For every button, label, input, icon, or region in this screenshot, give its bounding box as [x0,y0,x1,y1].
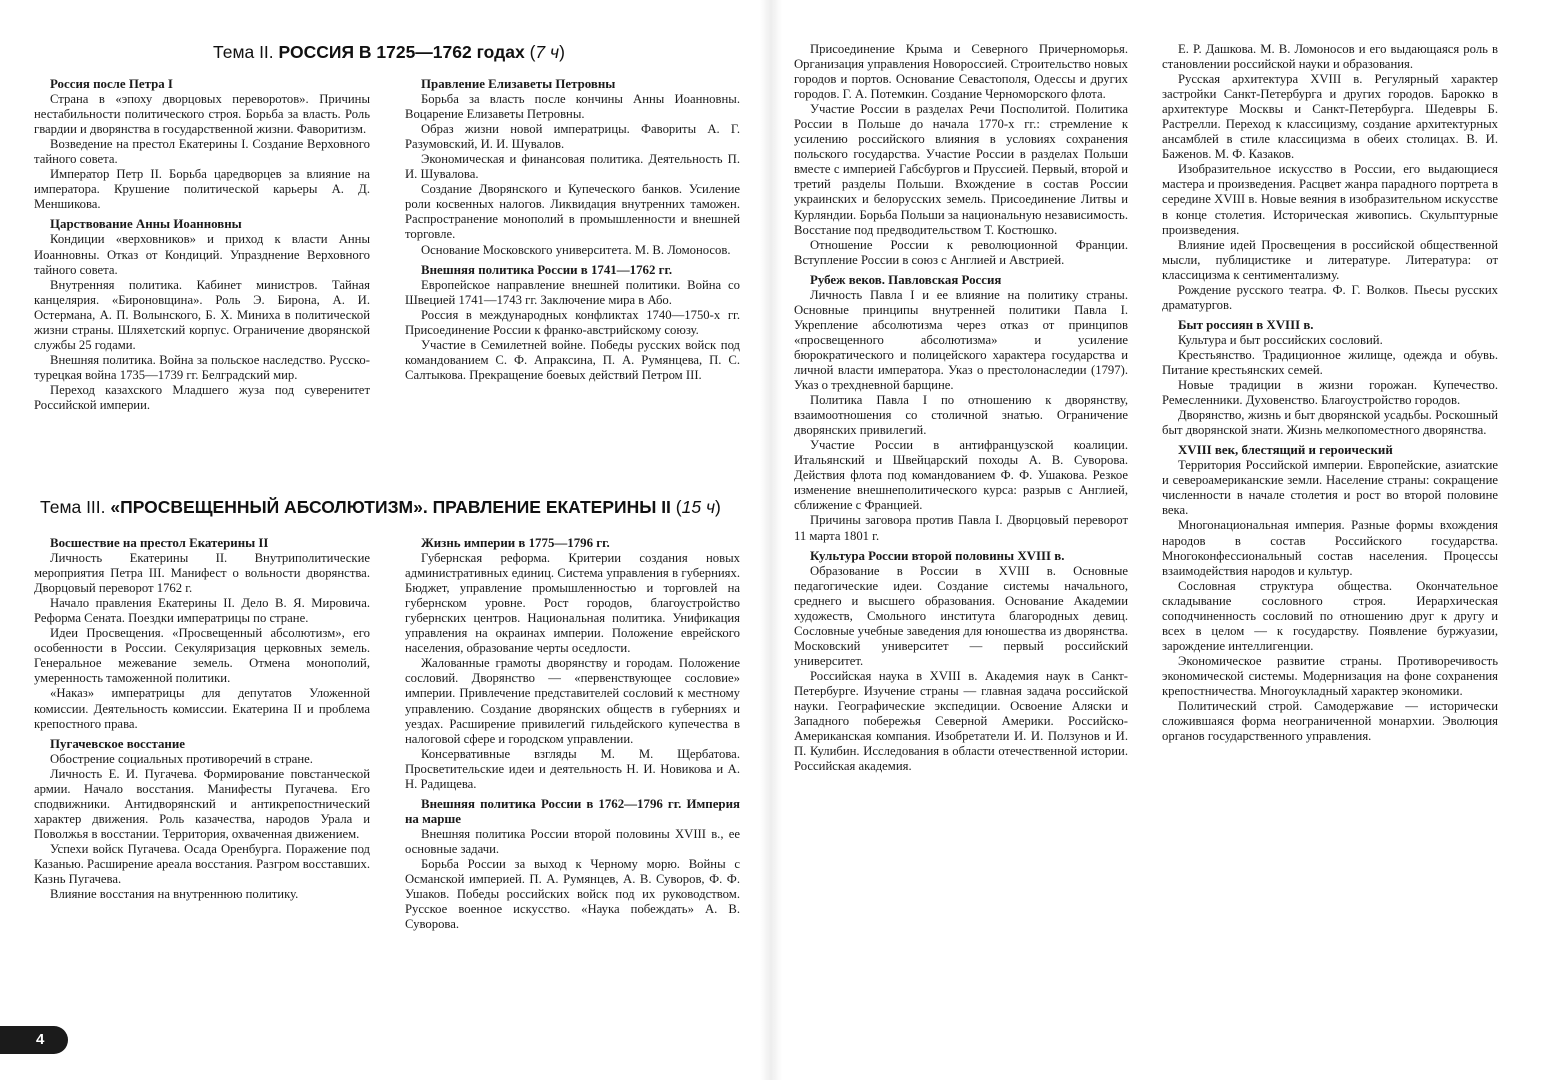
paragraph: Возведение на престол Екатерины I. Создание Верховного тайного совета. [34,137,370,167]
paragraph: Участие России в разделах Речи Посполитой. Политика России в Польше до начала 1770-х гг.: стремление к усилению российского влияния в условиях сохранения польского государства. Участие России в разделах Польши вместе с империей Габсбургов и Пруссией. Первый, второй и третий разделы Польши. Вхождение в состав России украинских и белорусских земель. Присоединение Литвы и Курляндии. Борьба Польши за национальную независимость. Восстание под предводительством Т. Костюшко. [794,102,1128,237]
paragraph: Создание Дворянского и Купеческого банков. Усиление роли косвенных налогов. Ликвидация внутренних таможен. Распространение монополий в промышленности и внешней торговле. [405,182,740,242]
paragraph: Отношение России к революционной Франции. Вступление России в союз с Англией и Австрией. [794,237,1128,267]
theme3-label: Тема III. [40,497,106,517]
paragraph: Политический строй. Самодержавие — исторически сложившаяся форма неограниченной монархии. Эволюция органов государственного управления. [1162,699,1498,744]
paragraph: Консервативные взгляды М. М. Щербатова. Просветительские идеи и деятельность Н. И. Новикова и А. Н. Радищева. [405,746,740,791]
col6 [1162,42,1498,912]
paragraph: Образование в России в XVIII в. Основные педагогические идеи. Создание системы начального, среднего и высшего образования. Основание Академии художеств, Смольного института благородных девиц. Сословные учебные заведения для юношества из дворянства. Московский университет — первый российский университет. [794,563,1128,668]
paragraph: Территория Российской империи. Европейские, азиатские и североамериканские земли. Население страны: сокращение численности в начале столетия и рост во второй половине века. [1162,458,1498,518]
paragraph: Успехи войск Пугачева. Осада Оренбурга. Поражение под Казанью. Расширение ареала восстания. Разгром восставших. Казнь Пугачева. [34,841,370,887]
paragraph: Внешняя политика России второй половины XVIII в., ее основные задачи. [405,826,740,856]
paragraph: Влияние восстания на внутреннюю политику. [50,887,299,902]
theme2-hours: 7 ч [535,42,560,62]
paragraph: Присоединение Крыма и Северного Причерноморья. Организация управления Новороссией. Строительство новых городов и портов. Основание Севастополя, Одессы и других городов. Г. А. Потемкин. Создание Черноморского флота. [794,42,1128,102]
paragraph: Российская наука в XVIII в. Академия наук в Санкт-Петербурге. Изучение страны — главная задача российской науки. Географические экспедиции. Освоение Аляски и Западного побережья Северной Америки. Российско-Американская компания. Изобретатели И. И. Ползунов и И. П. Кулибин. Исследования в области отечественной истории. Российская академия. [794,668,1128,774]
paragraph: Обострение социальных противоречий в стране. [50,751,313,766]
paragraph: Россия в международных конфликтах 1740—1750-х гг. Присоединение России к франко-австрийскому союзу. [405,307,740,337]
col1 [34,77,370,472]
theme2-name: РОССИЯ В 1725—1762 годах [278,42,525,62]
paragraph: Участие в Семилетней войне. Победы русских войск под командованием С. Ф. Апраксина, П. А. Румянцева, П. С. Салтыкова. Прекращение боевых действий Петром III. [405,337,740,382]
theme3-hours: 15 ч [681,497,716,517]
paragraph: Образ жизни новой императрицы. Фавориты А. Г. Разумовский, И. И. Шувалов. [405,122,740,152]
paragraph: Причины заговора против Павла I. Дворцовый переворот 11 марта 1801 г. [794,513,1128,543]
paragraph: Европейское направление внешней политики. Война со Швецией 1741—1743 гг. Заключение мира в Або. [405,277,740,307]
section-heading: Внешняя политика России в 1741—1762 гг. [421,262,673,277]
paragraph: Русская архитектура XVIII в. Регулярный характер застройки Санкт-Петербурга и других городов. Барокко в архитектуре Москвы и Санкт-Петербурга. Шедевры Б. Растрелли. Переход к классицизму, создание архитектурных ансамблей в стиле классицизма в обеих столицах. В. И. Баженов. М. Ф. Казаков. [1162,72,1498,162]
section-heading: Внешняя политика России в 1762—1796 гг. Империя на марше [405,796,740,826]
paragraph: Начало правления Екатерины II. Дело В. Я. Мировича. Реформа Сената. Поездки императрицы по стране. [34,596,370,626]
theme3-title [40,497,721,517]
section-heading: Жизнь империи в 1775—1796 гг. [421,536,610,550]
col3 [34,536,370,1016]
paragraph: Участие России в антифранцузской коалиции. Итальянский и Швейцарский походы А. В. Суворова. Действия флота под командованием Ф. Ф. Ушакова. Резкое изменение внешнеполитического курса: разрыв с Англией, сближение с Францией. [794,438,1128,513]
section-heading: Восшествие на престол Екатерины II [50,536,269,550]
section-heading: Россия после Петра I [50,77,173,91]
paragraph: Жалованные грамоты дворянству и городам. Положение сословий. Дворянство — «первенствующее сословие» империи. Привлечение представителей сословий к местному управлению. Создание дворянских обществ в губерниях и уездах. Расширение привилегий гильдейского купечества в налоговой сфере и городском управлении. [405,656,740,746]
gutter-shadow [760,0,782,1080]
paragraph: Кондиции «верховников» и приход к власти Анны Иоанновны. Отказ от Кондиций. Упразднение Верховного тайного совета. [34,232,370,277]
page-number: 4 [36,1031,45,1048]
paragraph: «Наказ» императрицы для депутатов Уложенной комиссии. Деятельность комиссии. Екатерина II и проблема крепостного права. [34,686,370,731]
paragraph: Новые традиции в жизни горожан. Купечество. Ремесленники. Духовенство. Благоустройство городов. [1162,378,1498,408]
paragraph: Влияние идей Просвещения в российской общественной мысли, публицистике и литературе. Литература: от классицизма к сентиментализму. [1162,237,1498,282]
paragraph: Внешняя политика. Война за польское наследство. Русско-турецкая война 1735—1739 гг. Белградский мир. [34,352,370,382]
theme3-hours-wrap: (15 ч) [675,497,721,517]
paragraph: Борьба России за выход к Черному морю. Войны с Османской империей. П. А. Румянцев, А. В. Суворов, Ф. Ф. Ушаков. Победы российских войск под их руководством. Русское военное искусство. «Наука побеждать» А. В. Суворова. [405,856,740,932]
section-heading: Пугачевское восстание [50,736,186,751]
paragraph: Экономическое развитие страны. Противоречивость экономической системы. Модернизация на фоне сохранения крепостничества. Многоукладный характер экономики. [1162,653,1498,698]
section-heading: Культура России второй половины XVIII в. [810,548,1065,563]
paragraph: Личность Екатерины II. Внутриполитические мероприятия Петра III. Манифест о вольности дворянства. Дворцовый переворот 1762 г. [34,551,370,596]
paragraph: Основание Московского университета. М. В. Ломоносов. [421,242,731,257]
paragraph: Император Петр II. Борьба царедворцев за влияние на императора. Крушение политической карьеры А. Д. Меншикова. [34,167,370,212]
paragraph: Идеи Просвещения. «Просвещенный абсолютизм», его особенности в России. Секуляризация церковных земель. Генеральное межевание земель. Отмена монополий, умеренность таможенной политики. [34,626,370,686]
paragraph: Культура и быт российских сословий. [1178,332,1383,347]
paragraph: Личность Павла I и ее влияние на политику страны. Основные принципы внутренней политики Павла I. Укрепление абсолютизма через отказ от принципов «просвещенного абсолютизма» и усиление бюрократического и полицейского характера государства и личной власти императора. Указ о престолонаследии (1797). Указ о трехдневной барщине. [794,287,1128,393]
paragraph: Многонациональная империя. Разные формы вхождения народов в состав Российского государства. Многоконфессиональный состав населения. Процессы взаимодействия народов и культур. [1162,518,1498,578]
paragraph: Сословная структура общества. Окончательное складывание сословного строя. Иерархическая соподчиненность сословий по отношению друг к другу и всех в целом — к государству. Появление буржуазии, зарождение интеллигенции. [1162,578,1498,653]
section-heading: XVIII век, блестящий и героический [1178,443,1393,458]
paragraph: Страна в «эпоху дворцовых переворотов». Причины нестабильности политического строя. Борьба за власть. Роль гвардии и дворянства в государственной жизни. Фаворитизм. [34,92,370,137]
section-heading: Правление Елизаветы Петровны [421,77,616,91]
paragraph: Политика Павла I по отношению к дворянству, взаимоотношения со столичной знатью. Ограничение дворянских привилегий. [794,393,1128,438]
col5 [794,42,1128,912]
theme2-title [213,42,565,62]
paragraph: Изобразительное искусство в России, его выдающиеся мастера и произведения. Расцвет жанра парадного портрета в середине XVIII в. Новые веяния в изобразительном искусстве в конце столетия. Историческая живопись. Скульптурные произведения. [1162,162,1498,237]
paragraph: Внутренняя политика. Кабинет министров. Тайная канцелярия. «Бироновщина». Роль Э. Бирона, А. И. Остермана, А. П. Волынского, Б. Х. Миниха в политической жизни страны. Шляхетский корпус. Ограничение дворянской службы 25 годами. [34,277,370,352]
theme2-label: Тема II. [213,42,274,62]
paragraph: Губернская реформа. Критерии создания новых административных единиц. Система управления в губерниях. Бюджет, управление промышленностью и торговлей на губернском уровне. Рост городов, благоустройство губернских центров. Национальная политика. Унификация управления на окраинах империи. Положение еврейского населения, образование черты оседлости. [405,551,740,656]
paragraph: Рождение русского театра. Ф. Г. Волков. Пьесы русских драматургов. [1162,282,1498,312]
section-heading: Быт россиян в XVIII в. [1178,317,1314,332]
paragraph: Экономическая и финансовая политика. Деятельность П. И. Шувалова. [405,152,740,182]
paragraph: Дворянство, жизнь и быт дворянской усадьбы. Роскошный быт дворянской знати. Жизнь мелкопоместного дворянства. [1162,408,1498,438]
section-heading: Царствование Анны Иоанновны [50,217,242,232]
theme3-name: «ПРОСВЕЩЕННЫЙ АБСОЛЮТИЗМ». ПРАВЛЕНИЕ ЕКАТЕРИНЫ II [110,497,671,517]
paragraph: Крестьянство. Традиционное жилище, одежда и обувь. Питание крестьянских семей. [1162,347,1498,377]
paragraph: Переход казахского Младшего жуза под суверенитет Российской империи. [34,382,370,412]
section-heading: Рубеж веков. Павловская Россия [810,272,1002,287]
paragraph: Е. Р. Дашкова. М. В. Ломоносов и его выдающаяся роль в становлении российской науки и образования. [1162,42,1498,72]
page-number-tab [0,1026,68,1054]
col4 [405,536,740,1016]
paragraph: Личность Е. И. Пугачева. Формирование повстанческой армии. Начало восстания. Манифесты Пугачева. Его сподвижники. Антидворянский и антикрепостнический характер движения. Роль казачества, народов Урала и Поволжья в восстании. Территория, охваченная движением. [34,766,370,841]
theme2-hours-wrap: (7 ч) [529,42,565,62]
col2 [405,77,740,472]
paragraph: Борьба за власть после кончины Анны Иоанновны. Воцарение Елизаветы Петровны. [405,92,740,122]
